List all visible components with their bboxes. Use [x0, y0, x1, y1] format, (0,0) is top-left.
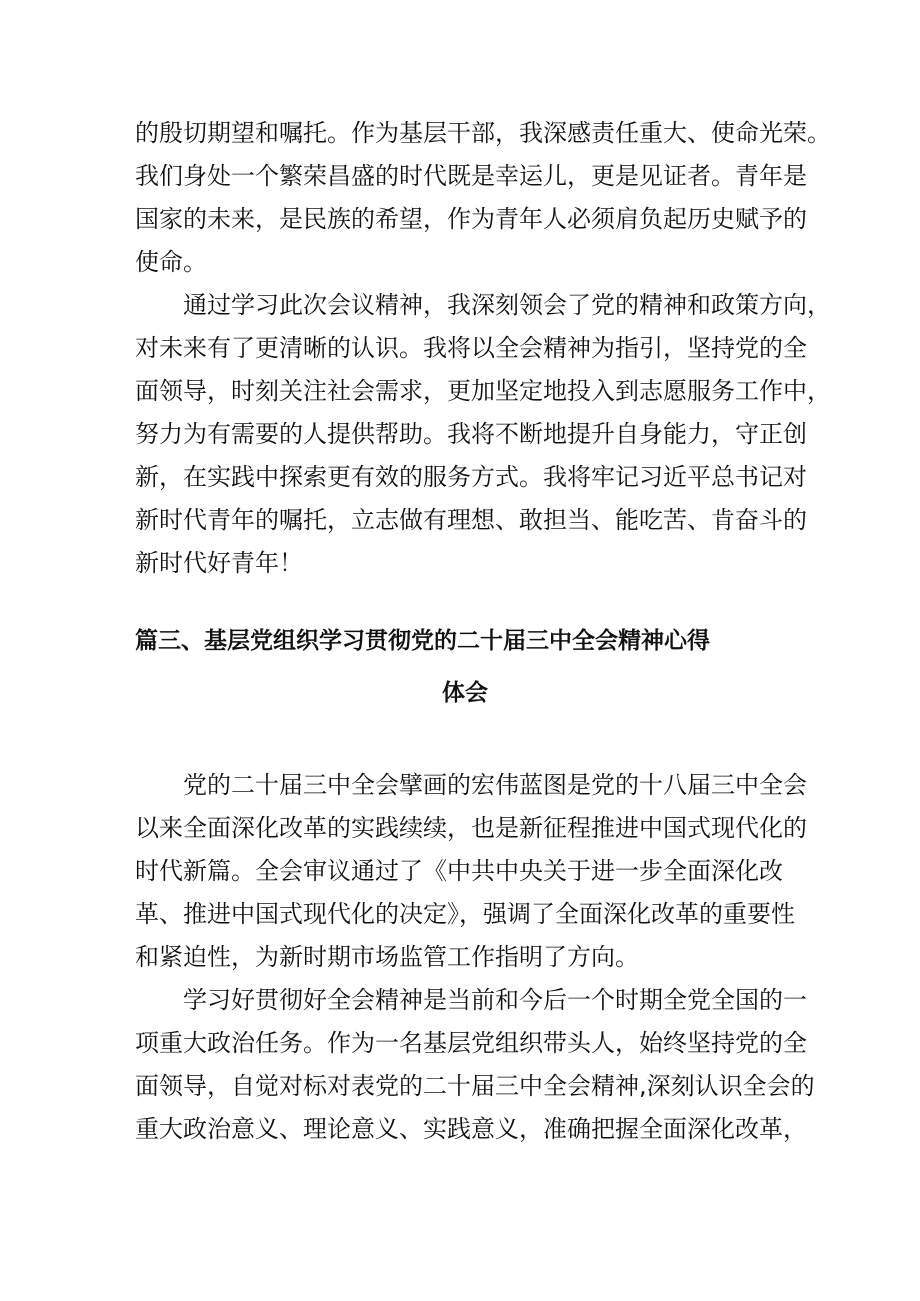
- text-line: 新时代好青年！: [135, 549, 303, 577]
- text-line: 面领导，时刻关注社会需求，更加坚定地投入到志愿服务工作中，: [135, 377, 831, 405]
- section-title-continued: 体会: [442, 680, 488, 706]
- text-line: 重大政治意义、理论意义、实践意义，准确把握全面深化改革，: [135, 1115, 807, 1143]
- text-line: 和紧迫性，为新时期市场监管工作指明了方向。: [135, 943, 639, 971]
- text-line: 项重大政治任务。作为一名基层党组织带头人，始终坚持党的全: [135, 1029, 807, 1057]
- text-line: 的殷切期望和嘱托。作为基层干部，我深感责任重大、使命光荣。: [135, 119, 831, 147]
- text-line: 努力为有需要的人提供帮助。我将不断地提升自身能力，守正创: [135, 420, 807, 448]
- text-line: 时代新篇。全会审议通过了《中共中央关于进一步全面深化改: [135, 857, 783, 885]
- text-line: 革、推进中国式现代化的决定》，强调了全面深化改革的重要性: [135, 900, 795, 928]
- paragraph-section-3-1: [135, 764, 807, 979]
- text-line: 学习好贯彻好全会精神是当前和今后一个时期全党全国的一: [183, 986, 807, 1014]
- paragraph-section-3-2: [135, 979, 815, 1151]
- section-title: 篇三、基层党组织学习贯彻党的二十届三中全会精神心得: [135, 628, 710, 654]
- text-line: 新时代青年的嘱托，立志做有理想、敢担当、能吃苦、肯奋斗的: [135, 506, 807, 534]
- text-line: 党的二十届三中全会擘画的宏伟蓝图是党的十八届三中全会: [183, 771, 807, 799]
- document-body: [135, 112, 831, 1151]
- text-line: 我们身处一个繁荣昌盛的时代既是幸运儿，更是见证者。青年是: [135, 162, 807, 190]
- paragraph-previous-1: [135, 112, 831, 284]
- text-line: 国家的未来，是民族的希望，作为青年人必须肩负起历史赋予的: [135, 205, 807, 233]
- paragraph-previous-2: [135, 284, 831, 585]
- spacer: [135, 585, 795, 615]
- text-line: 新，在实践中探索更有效的服务方式。我将牢记习近平总书记对: [135, 463, 807, 491]
- text-line: 以来全面深化改革的实践续续，也是新征程推进中国式现代化的: [135, 814, 807, 842]
- text-line: 对未来有了更清晰的认识。我将以全会精神为指引，坚持党的全: [135, 334, 807, 362]
- text-line: 面领导，自觉对标对表党的二十届三中全会精神,深刻认识全会的: [135, 1072, 815, 1100]
- spacer: [135, 719, 795, 764]
- section-heading: [135, 615, 795, 719]
- text-line: 通过学习此次会议精神，我深刻领会了党的精神和政策方向，: [183, 291, 831, 319]
- text-line: 使命。: [135, 248, 207, 276]
